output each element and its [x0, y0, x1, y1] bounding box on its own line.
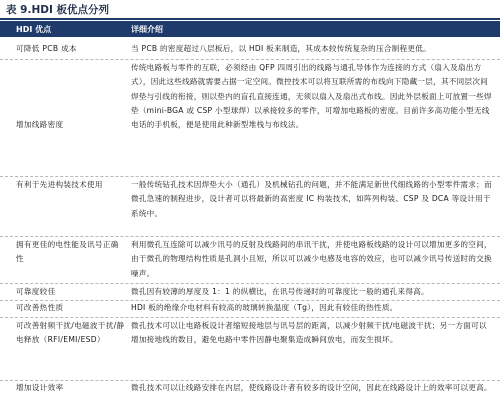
- header-description: 详细介绍: [131, 25, 163, 34]
- table-title: 表 9.HDI 板优点分列: [6, 4, 110, 16]
- table-header: [0, 21, 500, 37]
- header-advantage: HDI 优点: [16, 25, 52, 34]
- row-text: 传统电路板与零件的互联，必须经由 QFP 四周引出的线路与通孔导体作为连接的方式（扇入及扇出方式），因此这些线路就需要占据一定空间。微控技术可以将互联所需的布线向下隐藏一层，其不同层次间焊垫与引线的衔接，则以垫内的盲孔直接连通，无须以扇入及扇出式布线。因此外层板面上可放置一些焊垫（mini-BGA 或 CSP 小型球焊）以承接较多的零件，可增加电路板的密度。目前许多高功能小型无线电话的手机板，便是使用此种新型堆栈与布线法。: [131, 63, 492, 130]
- row-divider: [0, 317, 500, 318]
- row-text: HDI 板的绝缘介电材料有较高的玻璃转换温度（Tg），因此有较佳的热性质。: [131, 303, 398, 312]
- row-divider: [0, 283, 500, 284]
- row-label: 可降低 PCB 成本: [16, 44, 77, 53]
- row-label: 可改善热性质: [16, 303, 64, 312]
- row-divider: [0, 176, 500, 177]
- advantages-table: [0, 21, 500, 392]
- title-divider: [0, 18, 500, 20]
- row-label: 增加设计效率: [16, 383, 64, 392]
- row-divider: [0, 236, 500, 237]
- row-text: 微孔技术可以让电路板设计者缩短接地层与讯号层的距离，以减少射频干扰/电磁波干扰；另一方面可以增加接地线的数目，避免电路中零件因静电聚集造成瞬间放电，而发生损坏。: [131, 321, 487, 345]
- row-text: 当 PCB 的密度超过八层板后，以 HDI 板来制造，其成本较传统复杂的压合制程更低。: [131, 44, 431, 53]
- row-text: 一般传统钻孔技术因焊垫大小（通孔）及机械钻孔的问题，并不能满足新世代细线路的小型零件需求；而微孔急速的制程进步，设计者可以将最新的高密度 IC 构装技术，如阵列构装、CSP 及 DCA 等设计用于系统中。: [131, 180, 492, 218]
- row-text: 利用微孔互连除可以减少讯号的反射及线路间的串讯干扰，并使电路板线路的设计可以增加更多的空间，由于微孔的物理结构性质是孔洞小且短，所以可以减少电感及电容的效应，也可以减少讯号传送时的交换噪声。: [131, 240, 492, 278]
- row-label: 拥有更佳的电性能及讯号正确性: [16, 240, 119, 264]
- row-text: 微孔技术可以让线路安排在内层，使线路设计者有较多的设计空间，因此在线路设计上的效率可以更高。: [131, 383, 492, 392]
- row-label: 可靠度较佳: [16, 287, 56, 296]
- row-label: 增加线路密度: [16, 120, 64, 129]
- row-divider: [0, 59, 500, 60]
- row-label: 有利于先进构装技术使用: [16, 180, 103, 189]
- row-label: 可改善射频干扰/电磁波干扰/静电释放（RFI/EMI/ESD）: [16, 321, 125, 345]
- row-text: 微孔因有较薄的厚度及 1：1 的纵横比，在讯号传递时的可靠度比一般的通孔来得高。: [131, 287, 429, 296]
